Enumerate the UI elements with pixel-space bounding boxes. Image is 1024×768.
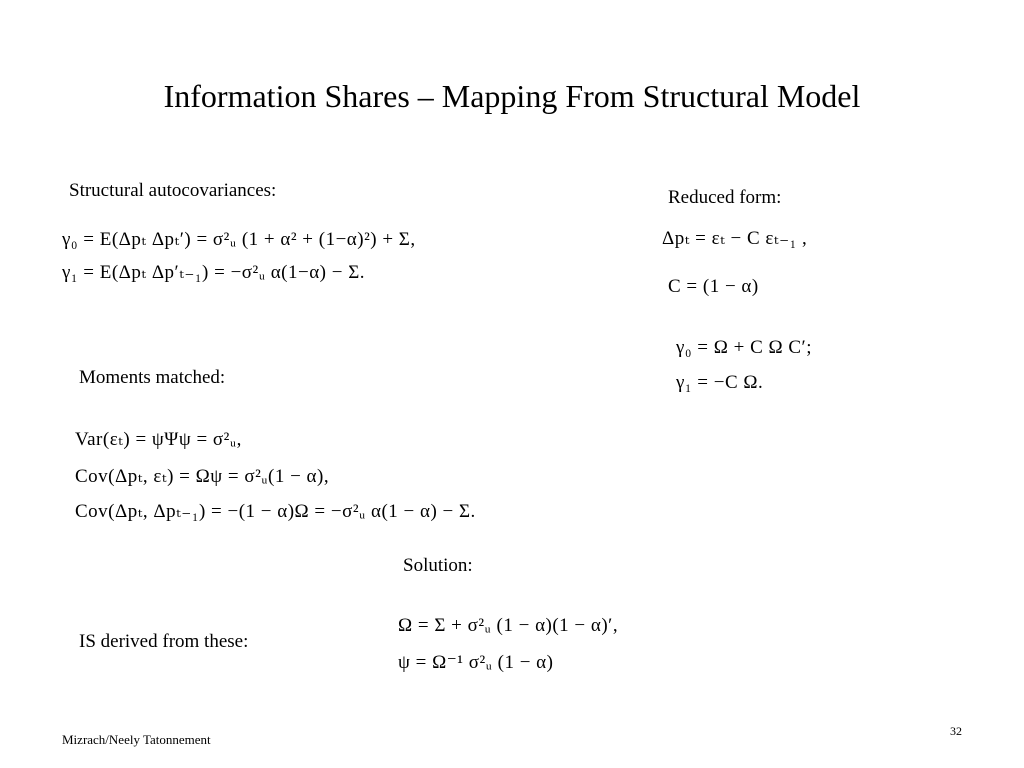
gamma0-structural-equation: γ₀ = E(Δpₜ Δpₜ′) = σ²ᵤ (1 + α² + (1−α)²) + Σ, <box>62 229 416 250</box>
slide-title: Information Shares – Mapping From Structural Model <box>163 78 861 114</box>
psi-solution-equation: ψ = Ω⁻¹ σ²ᵤ (1 − α) <box>398 652 554 673</box>
c-definition-equation: C = (1 − α) <box>668 276 759 297</box>
slide-footer: Mizrach/Neely Tatonnement <box>62 732 211 747</box>
omega-solution-equation: Ω = Σ + σ²ᵤ (1 − α)(1 − α)′, <box>398 615 619 636</box>
page-number: 32 <box>950 724 962 738</box>
gamma0-reduced-equation: γ₀ = Ω + C Ω C′; <box>676 337 812 358</box>
solution-label: Solution: <box>403 555 473 576</box>
moments-matched-label: Moments matched: <box>79 367 226 388</box>
covariance-moment-equation: Cov(Δpₜ, εₜ) = Ωψ = σ²ᵤ(1 − α), <box>75 466 330 487</box>
variance-moment-equation: Var(εₜ) = ψΨψ = σ²ᵤ, <box>75 429 242 450</box>
autocovariance-moment-equation: Cov(Δpₜ, Δpₜ₋₁) = −(1 − α)Ω = −σ²ᵤ α(1 − α) − Σ. <box>75 501 476 522</box>
reduced-form-label: Reduced form: <box>668 187 782 208</box>
is-derived-label: IS derived from these: <box>79 631 249 652</box>
structural-autocovariances-label: Structural autocovariances: <box>69 180 277 201</box>
gamma1-structural-equation: γ₁ = E(Δpₜ Δp′ₜ₋₁) = −σ²ᵤ α(1−α) − Σ. <box>62 262 366 283</box>
gamma1-reduced-equation: γ₁ = −C Ω. <box>676 372 764 393</box>
reduced-form-equation: Δpₜ = εₜ − C εₜ₋₁ , <box>662 228 808 249</box>
